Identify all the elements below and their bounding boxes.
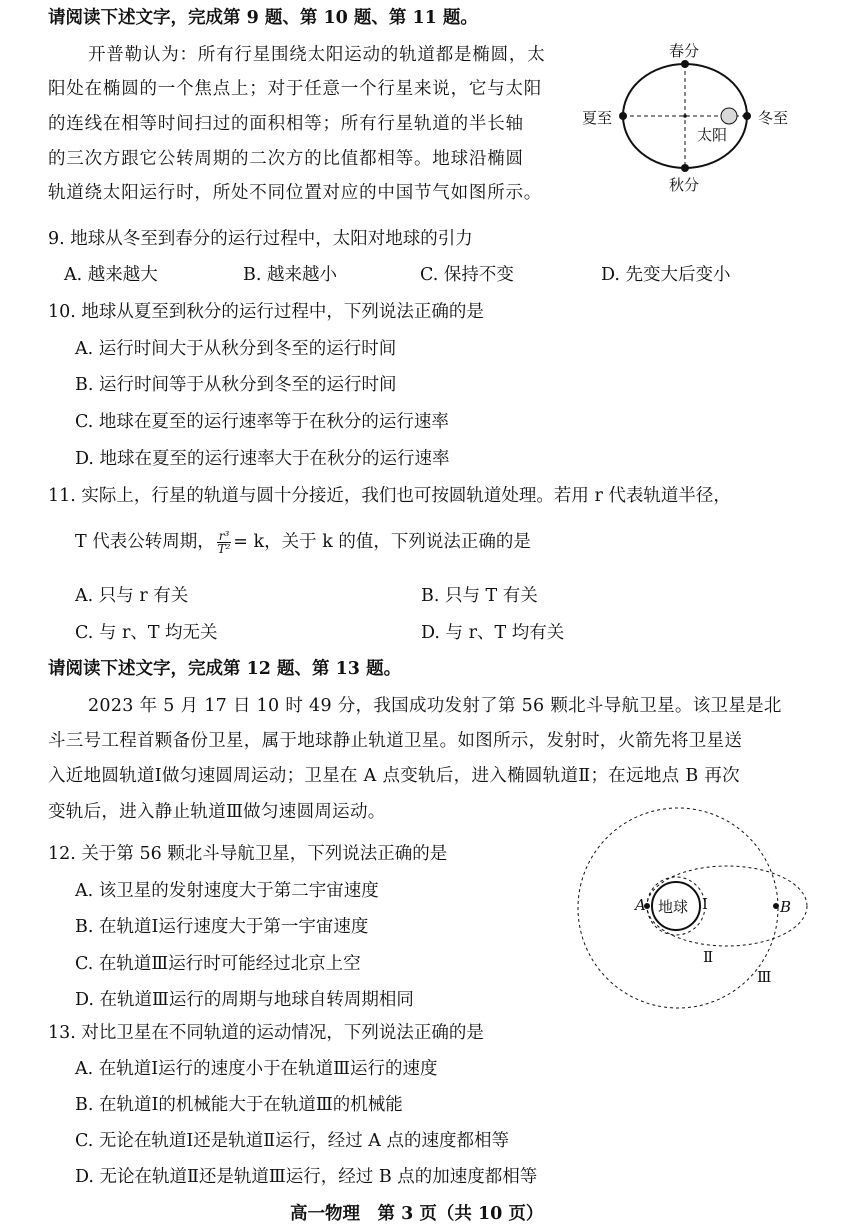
q12-option-c: C. 在轨道Ⅲ运行时可能经过北京上空 [75, 954, 361, 974]
q11-stem-line2 [75, 530, 531, 555]
q13-option-a: A. 在轨道Ⅰ运行的速度小于在轨道Ⅲ运行的速度 [75, 1059, 438, 1079]
q9-option-c: C. 保持不变 [420, 265, 514, 285]
passage-line: 的连线在相等时间扫过的面积相等；所有行星轨道的半长轴 [48, 114, 524, 134]
point-summer [619, 112, 627, 120]
passage-line: 变轨后，进入静止轨道Ⅲ做匀速圆周运动。 [48, 802, 386, 822]
label-orbit-iii: Ⅲ [757, 968, 772, 986]
point-autumn [681, 164, 689, 172]
q9-stem: 9. 地球从冬至到春分的运行过程中，太阳对地球的引力 [48, 229, 473, 249]
fraction-numerator: r³ [218, 529, 230, 543]
label-autumn: 秋分 [669, 176, 700, 194]
passage-line: 2023 年 5 月 17 日 10 时 49 分，我国成功发射了第 56 颗北斗导航卫星。该卫星是北 [88, 696, 782, 716]
q10-option-d: D. 地球在夏至的运行速率大于在秋分的运行速率 [75, 449, 450, 469]
label-spring: 春分 [669, 42, 700, 60]
passage-line: 阳处在椭圆的一个焦点上；对于任意一个行星来说，它与太阳 [48, 79, 543, 99]
label-b: B [780, 898, 792, 916]
q10-option-c: C. 地球在夏至的运行速率等于在秋分的运行速率 [75, 412, 449, 432]
q11-option-d: D. 与 r、T 均有关 [421, 623, 565, 643]
q9-option-b: B. 越来越小 [243, 265, 337, 285]
point-spring [681, 60, 689, 68]
q11-option-b: B. 只与 T 有关 [421, 586, 538, 606]
label-orbit-ii: Ⅱ [703, 948, 714, 966]
fraction-denominator: T² [217, 542, 231, 556]
sun-icon [721, 108, 737, 124]
q9-option-d: D. 先变大后变小 [601, 265, 731, 285]
passage-line: 轨道绕太阳运行时，所处不同位置对应的中国节气如图所示。 [48, 183, 543, 203]
section-intro-2: 请阅读下述文字，完成第 12 题、第 13 题。 [48, 659, 402, 679]
q12-option-b: B. 在轨道Ⅰ运行速度大于第一宇宙速度 [75, 917, 369, 937]
passage-line: 开普勒认为：所有行星围绕太阳运动的轨道都是椭圆，太 [88, 45, 546, 65]
label-a: A [635, 896, 646, 914]
q11-option-c: C. 与 r、T 均无关 [75, 623, 218, 643]
q10-option-a: A. 运行时间大于从秋分到冬至的运行时间 [75, 339, 397, 359]
q11-line2-post: = k，关于 k 的值，下列说法正确的是 [233, 532, 531, 552]
label-orbit-i: Ⅰ [702, 895, 708, 913]
q12-option-d: D. 在轨道Ⅲ运行的周期与地球自转周期相同 [75, 990, 414, 1010]
passage-line: 斗三号工程首颗备份卫星，属于地球静止轨道卫星。如图所示，发射时，火箭先将卫星送 [48, 731, 743, 751]
point-b [773, 903, 779, 909]
q12-option-a: A. 该卫星的发射速度大于第二宇宙速度 [75, 881, 379, 901]
q13-option-b: B. 在轨道Ⅰ的机械能大于在轨道Ⅲ的机械能 [75, 1095, 403, 1115]
center-dot [683, 114, 687, 118]
q11-stem: 11. 实际上，行星的轨道与圆十分接近，我们也可按圆轨道处理。若用 r 代表轨道半径， [48, 486, 731, 506]
label-summer: 夏至 [582, 109, 613, 127]
q12-stem: 12. 关于第 56 颗北斗导航卫星，下列说法正确的是 [48, 844, 448, 864]
label-winter: 冬至 [758, 109, 789, 127]
q11-fraction [217, 530, 232, 555]
q9-option-a: A. 越来越大 [64, 265, 158, 285]
q13-stem: 13. 对比卫星在不同轨道的运动情况，下列说法正确的是 [48, 1023, 484, 1043]
section-intro-1: 请阅读下述文字，完成第 9 题、第 10 题、第 11 题。 [48, 8, 478, 28]
point-winter [743, 112, 751, 120]
q10-stem: 10. 地球从夏至到秋分的运行过程中，下列说法正确的是 [48, 302, 484, 322]
passage-line: 的三次方跟它公转周期的二次方的比值都相等。地球沿椭圆 [48, 149, 524, 169]
label-sun: 太阳 [697, 126, 728, 144]
q11-option-a: A. 只与 r 有关 [75, 586, 189, 606]
q11-line2-pre: T 代表公转周期， [75, 532, 215, 552]
q10-option-b: B. 运行时间等于从秋分到冬至的运行时间 [75, 375, 397, 395]
passage-line: 入近地圆轨道Ⅰ做匀速圆周运动；卫星在 A 点变轨后，进入椭圆轨道Ⅱ；在远地点 B 再次 [48, 766, 740, 786]
label-earth: 地球 [658, 898, 689, 916]
q13-option-d: D. 无论在轨道Ⅱ还是轨道Ⅲ运行，经过 B 点的加速度都相等 [75, 1167, 538, 1187]
page-footer: 高一物理 第 3 页（共 10 页） [290, 1204, 544, 1224]
q13-option-c: C. 无论在轨道Ⅰ还是轨道Ⅱ运行，经过 A 点的速度都相等 [75, 1131, 509, 1151]
